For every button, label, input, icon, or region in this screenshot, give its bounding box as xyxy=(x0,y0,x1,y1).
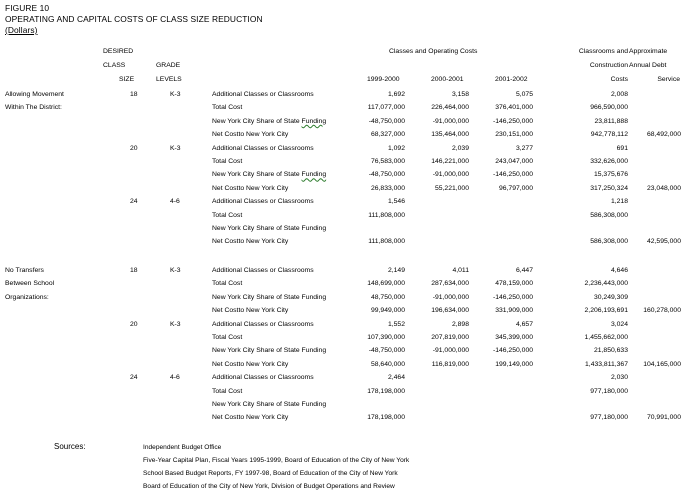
section-label: No Transfers xyxy=(5,267,44,274)
row-label: Additional Classes or Classrooms xyxy=(212,91,314,98)
grade-level-value: K-3 xyxy=(170,320,181,328)
cell-debt-service: 42,595,000 xyxy=(646,238,681,246)
cell-2001-2002: 199,149,000 xyxy=(495,360,533,368)
header-grade: GRADE xyxy=(156,62,181,69)
cell-1999-2000: 1,092 xyxy=(387,144,405,152)
section-label: Within The District: xyxy=(5,104,62,112)
class-size-value: 20 xyxy=(130,320,138,328)
cell-2001-2002: 5,075 xyxy=(515,91,533,98)
grade-level-value: 4-6 xyxy=(170,198,180,206)
cell-1999-2000: -48,750,000 xyxy=(368,171,405,179)
class-size-value: 20 xyxy=(130,144,138,152)
cell-1999-2000: 2,464 xyxy=(387,374,405,382)
cell-1999-2000: 26,833,000 xyxy=(370,184,405,192)
row-label: Total Cost xyxy=(212,104,243,112)
cell-2000-2001: 2,898 xyxy=(451,320,469,328)
row-label: New York City Share of State Funding xyxy=(212,293,327,301)
cell-construction-costs: 942,778,112 xyxy=(590,131,628,139)
cell-construction-costs: 2,236,443,000 xyxy=(584,280,628,288)
source-item: School Based Budget Reports, FY 1997-98, Board of Education of the City of New York xyxy=(143,470,398,477)
class-size-value: 24 xyxy=(130,374,138,382)
cell-2000-2001: 55,221,000 xyxy=(434,184,469,192)
cell-1999-2000: 148,699,000 xyxy=(367,280,405,288)
source-item: Five-Year Capital Plan, Fiscal Years 1995-1999, Board of Education of the City of New York xyxy=(143,457,410,464)
cell-construction-costs: 1,433,811,367 xyxy=(585,360,628,368)
header-levels: LEVELS xyxy=(156,76,182,83)
figure-heading: OPERATING AND CAPITAL COSTS OF CLASS SIZE REDUCTION xyxy=(5,14,263,24)
grade-level-value: K-3 xyxy=(170,91,181,98)
cell-debt-service: 23,048,000 xyxy=(646,184,681,192)
cell-construction-costs: 2,008 xyxy=(610,91,628,98)
cell-construction-costs: 21,850,633 xyxy=(593,347,628,355)
cell-1999-2000: 1,692 xyxy=(387,91,405,98)
sources-label: Sources: xyxy=(54,442,86,451)
cell-construction-costs: 1,455,662,000 xyxy=(584,334,628,341)
cell-construction-costs: 23,811,888 xyxy=(594,117,628,125)
cell-construction-costs: 317,250,324 xyxy=(590,184,628,192)
cell-1999-2000: 178,198,000 xyxy=(367,387,405,395)
cell-2001-2002: 243,047,000 xyxy=(495,158,533,165)
cell-debt-service: 70,991,000 xyxy=(646,414,681,422)
figure-number: FIGURE 10 xyxy=(5,3,50,13)
row-label: New York City Share of State Funding xyxy=(212,225,327,232)
cell-2001-2002: 6,447 xyxy=(515,267,533,274)
cell-construction-costs: 1,218 xyxy=(610,198,628,206)
cell-2001-2002: 478,159,000 xyxy=(495,280,533,288)
cell-2001-2002: 96,797,000 xyxy=(498,184,533,192)
cell-1999-2000: 111,808,000 xyxy=(368,211,405,219)
cell-2001-2002: 376,401,000 xyxy=(495,104,533,112)
cell-construction-costs: 691 xyxy=(616,144,628,152)
cell-debt-service: 104,165,000 xyxy=(643,360,681,368)
cell-1999-2000: 178,198,000 xyxy=(367,414,405,422)
cell-1999-2000: 68,327,000 xyxy=(370,131,405,139)
cell-1999-2000: -48,750,000 xyxy=(368,117,405,125)
header-size: SIZE xyxy=(119,76,135,83)
cell-2000-2001: -91,000,000 xyxy=(432,293,469,301)
units-label: (Dollars) xyxy=(5,25,38,35)
cell-construction-costs: 2,030 xyxy=(610,374,628,382)
cell-1999-2000: 111,808,000 xyxy=(368,238,405,246)
cell-2001-2002: -146,250,000 xyxy=(492,171,533,179)
cell-2001-2002: 3,277 xyxy=(515,144,533,152)
class-size-value: 18 xyxy=(130,267,138,274)
cell-1999-2000: 117,077,000 xyxy=(367,104,405,112)
header-construction-1: Classrooms and xyxy=(578,48,628,55)
grade-level-value: K-3 xyxy=(170,144,181,152)
header-year-1: 1999-2000 xyxy=(367,76,400,83)
row-label: New York City Share of State Funding xyxy=(212,401,327,408)
header-year-2: 2000-2001 xyxy=(431,76,464,83)
cell-1999-2000: 107,390,000 xyxy=(367,334,405,341)
row-label: Net Costto New York City xyxy=(212,184,289,192)
class-size-value: 18 xyxy=(130,91,138,98)
class-size-value: 24 xyxy=(130,198,138,206)
cell-1999-2000: 2,149 xyxy=(387,267,405,274)
row-label: Total Cost xyxy=(212,211,243,219)
header-debt-2: Annual Debt xyxy=(629,62,667,69)
cell-2001-2002: -146,250,000 xyxy=(492,117,533,125)
cell-2001-2002: 230,151,000 xyxy=(495,131,533,139)
cell-debt-service: 68,492,000 xyxy=(646,131,681,139)
cell-construction-costs: 966,590,000 xyxy=(590,104,628,112)
header-desired: DESIRED xyxy=(103,48,134,55)
row-label: Net Costto New York City xyxy=(212,307,289,315)
header-debt-1: Approximate xyxy=(629,48,668,55)
cell-2001-2002: -146,250,000 xyxy=(492,347,533,355)
cell-2001-2002: -146,250,000 xyxy=(492,293,533,301)
row-label: Additional Classes or Classrooms xyxy=(212,198,314,206)
row-label: New York City Share of State Funding xyxy=(212,171,327,179)
cell-1999-2000: 58,640,000 xyxy=(370,360,405,368)
row-label: Total Cost xyxy=(212,158,243,165)
cell-2000-2001: -91,000,000 xyxy=(432,347,469,355)
row-label: Additional Classes or Classrooms xyxy=(212,320,314,328)
cell-construction-costs: 2,206,193,691 xyxy=(584,307,628,315)
source-item: Board of Education of the City of New York, Division of Budget Operations and Review xyxy=(143,483,395,490)
cell-2000-2001: 2,039 xyxy=(451,144,469,152)
source-item: Independent Budget Office xyxy=(143,444,222,451)
cell-construction-costs: 977,180,000 xyxy=(590,387,628,395)
row-label: Additional Classes or Classrooms xyxy=(212,374,314,382)
cell-2000-2001: 116,819,000 xyxy=(431,360,469,368)
cell-2000-2001: -91,000,000 xyxy=(432,171,469,179)
row-label: Net Costto New York City xyxy=(212,414,289,422)
row-label: Total Cost xyxy=(212,387,243,395)
cell-2000-2001: 207,819,000 xyxy=(431,334,469,341)
cell-1999-2000: 99,949,000 xyxy=(370,307,405,315)
section-label: Between School xyxy=(5,280,55,288)
cell-debt-service: 160,278,000 xyxy=(643,307,681,315)
cell-construction-costs: 30,249,309 xyxy=(593,293,628,301)
cell-2000-2001: -91,000,000 xyxy=(432,117,469,125)
cell-construction-costs: 15,375,676 xyxy=(593,171,628,179)
cell-1999-2000: 48,750,000 xyxy=(370,293,405,301)
cell-construction-costs: 3,024 xyxy=(610,320,628,328)
header-debt-3: Service xyxy=(657,76,680,83)
row-label: Total Cost xyxy=(212,334,243,341)
cell-construction-costs: 4,646 xyxy=(610,267,628,274)
row-label: Net Costto New York City xyxy=(212,131,289,139)
header-year-3: 2001-2002 xyxy=(495,76,528,83)
header-construction-3: Costs xyxy=(610,76,628,83)
cell-1999-2000: 1,552 xyxy=(387,320,405,328)
cell-2000-2001: 226,464,000 xyxy=(431,104,469,112)
cell-2000-2001: 3,158 xyxy=(451,91,469,98)
row-label: Additional Classes or Classrooms xyxy=(212,144,314,152)
cell-2000-2001: 287,634,000 xyxy=(431,280,469,288)
cell-construction-costs: 586,308,000 xyxy=(590,238,628,246)
grade-level-value: K-3 xyxy=(170,267,181,274)
row-label: Net Costto New York City xyxy=(212,360,289,368)
cell-2000-2001: 4,011 xyxy=(452,267,469,274)
header-class: CLASS xyxy=(103,62,126,69)
row-label: Total Cost xyxy=(212,280,243,288)
cell-construction-costs: 586,308,000 xyxy=(590,211,628,219)
header-operating-group: Classes and Operating Costs xyxy=(389,48,478,55)
cell-2000-2001: 196,634,000 xyxy=(431,307,469,315)
row-label: Additional Classes or Classrooms xyxy=(212,267,314,274)
cell-2001-2002: 345,399,000 xyxy=(495,334,533,341)
row-label: New York City Share of State Funding xyxy=(212,117,327,125)
cell-construction-costs: 977,180,000 xyxy=(590,414,628,422)
row-label: New York City Share of State Funding xyxy=(212,347,327,355)
cell-construction-costs: 332,626,000 xyxy=(590,158,628,165)
cell-1999-2000: 76,583,000 xyxy=(370,158,405,165)
section-label: Organizations: xyxy=(5,293,49,301)
cell-2000-2001: 146,221,000 xyxy=(431,158,469,165)
header-construction-2: Construction xyxy=(589,62,628,69)
cell-1999-2000: 1,546 xyxy=(387,198,405,206)
cell-2001-2002: 331,909,000 xyxy=(495,307,533,315)
cell-1999-2000: -48,750,000 xyxy=(368,347,405,355)
section-label: Allowing Movement xyxy=(5,91,64,98)
cell-2001-2002: 4,657 xyxy=(515,320,533,328)
cell-2000-2001: 135,464,000 xyxy=(431,131,469,139)
row-label: Net Costto New York City xyxy=(212,238,289,246)
grade-level-value: 4-6 xyxy=(170,374,180,382)
